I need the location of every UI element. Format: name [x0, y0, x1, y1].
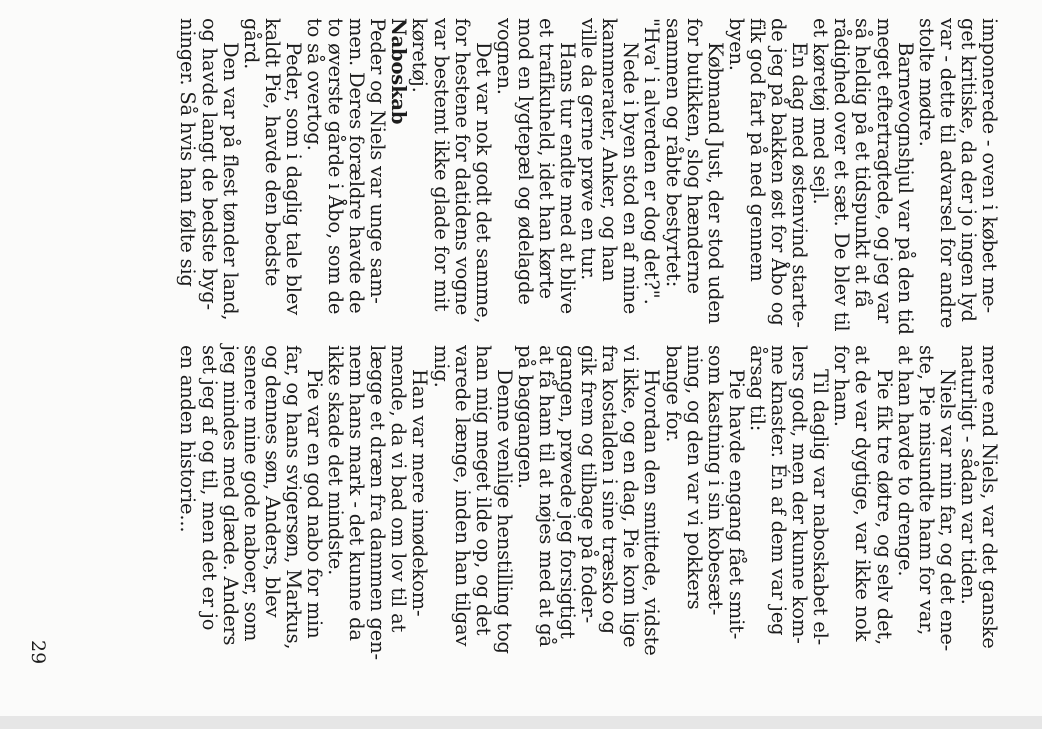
- text-line: gård.: [239, 18, 263, 70]
- text-line: Niels var min far, og det ene-: [935, 345, 959, 652]
- text-line: et køretøj med sejl.: [809, 18, 833, 205]
- text-line: ning, og den var vi pokkers: [682, 345, 706, 610]
- text-line: jeg mindes med glæde. Anders: [218, 345, 242, 646]
- text-line: gangen, prøvede jeg forsigtigt: [556, 345, 580, 639]
- text-line: ville da gerne prøve en tur.: [577, 18, 601, 281]
- text-line: "Hva' i alverden er dog det?".: [640, 18, 664, 305]
- text-line: Til daglig var naboskabet el-: [809, 345, 833, 646]
- text-line: lægge et dræn fra dammen gen-: [366, 345, 390, 660]
- text-line: for ham.: [830, 345, 854, 427]
- text-line: lers godt, men der kunne kom-: [788, 345, 812, 644]
- page-number: 29: [27, 640, 49, 665]
- text-line: som kastning i sin kobesæt-: [703, 345, 727, 616]
- text-line: Den var på flest tønder land,: [218, 18, 242, 321]
- text-line: Peder og Niels var unge sam-: [366, 18, 390, 304]
- text-line: Barnevognshjul var på den tid: [893, 18, 917, 335]
- text-line: et trafikuheld, idet han kørte: [535, 18, 559, 299]
- text-line: mere end Niels, var det ganske: [978, 345, 1001, 649]
- text-line: Pie var en god nabo for min: [303, 345, 326, 639]
- text-line: han mig meget ilde op, og det: [471, 345, 495, 636]
- text-line: gik frem og tilbage på foder-: [577, 345, 601, 623]
- text-line: to øverste gårde i Åbo, som de: [324, 18, 348, 315]
- text-column-right: [177, 345, 1000, 663]
- text-line: byen.: [724, 18, 748, 71]
- text-line: mende, da vi bad om lov til at: [387, 345, 411, 633]
- text-line: ninger. Så hvis han følte sig: [176, 18, 200, 287]
- text-line: på baggangen.: [513, 345, 537, 489]
- section-heading: Naboskab: [387, 18, 411, 125]
- text-line: så heldig på et tidspunkt at få: [851, 18, 875, 308]
- text-line: rådighed over et sæt. De blev til: [830, 18, 854, 332]
- text-line: senere mine gode naboer, som: [239, 345, 263, 642]
- text-line: me knaster. Én af dem var jeg: [767, 345, 791, 636]
- text-line: og dennes søn, Anders, blev: [260, 345, 284, 618]
- text-line: Hvordan den smittede, vidste: [640, 345, 664, 656]
- text-line: Købmand Just, der stod uden: [703, 18, 727, 324]
- text-line: fra kostalden i sine træsko og: [598, 345, 622, 634]
- column-left-paragraphs: [408, 18, 1001, 335]
- text-line: kaldt Pie, havde den bedste: [260, 18, 284, 287]
- text-line: vognen.: [492, 18, 516, 95]
- text-line: de jeg på bakken øst for Åbo og: [767, 18, 791, 326]
- text-line: Nede i byen stod en af mine: [619, 18, 643, 315]
- text-line: Peder, som i daglig tale blev: [281, 18, 305, 315]
- text-line: Han var mere imødekom-: [408, 345, 432, 617]
- text-line: Pie fik tre døtre, og selv det,: [872, 345, 896, 646]
- column-left-section-body: [177, 18, 388, 320]
- text-line: var bestemt ikke glade for mit: [429, 18, 453, 312]
- text-line: mig.: [429, 345, 453, 388]
- text-line: Det var nok godt det samme,: [471, 18, 495, 324]
- text-line: var - dette til advarsel for andre: [935, 18, 959, 329]
- text-line: årsag til:: [745, 345, 769, 432]
- text-line: at han havde to drenge.: [893, 345, 917, 577]
- text-line: set jeg af og til, men det er jo: [197, 345, 221, 631]
- text-line: køretøj.: [408, 18, 432, 93]
- text-line: varede længe, inden han tilgav: [450, 345, 474, 647]
- text-line: nem hans mark - det kunne da: [345, 345, 369, 641]
- text-column-left: [176, 18, 1001, 335]
- text-line: naturligt - sådan var tiden.: [956, 345, 980, 605]
- text-line: at få ham til at nøjes med at gå: [535, 345, 559, 647]
- text-line: get kritiske, da der jo ingen lyd: [956, 18, 980, 322]
- text-line: Denne venlige henstilling tog: [492, 345, 516, 654]
- text-line: ikke skade det mindste.: [324, 345, 348, 576]
- text-line: at de var dygtige, var ikke nok: [851, 345, 875, 642]
- text-line: En dag med østenvind starte-: [788, 18, 812, 328]
- text-line: kammerater, Anker, og han: [598, 18, 622, 282]
- text-line: Hans tur endte med at blive: [556, 18, 580, 314]
- text-line: men. Deres forældre havde de: [345, 18, 369, 314]
- text-line: mod en lygtepæl og ødelagde: [513, 18, 537, 305]
- text-line: imponerede - oven i købet me-: [978, 18, 1001, 313]
- text-line: Pie havde engang fået smit-: [724, 345, 748, 640]
- text-line: sammen og råbte bestyrtet:: [661, 18, 685, 288]
- text-line: en anden historie...: [176, 345, 200, 533]
- text-line: for hestene for datidens vogne: [450, 18, 474, 316]
- text-line: ste, Pie misundte ham for var,: [914, 345, 938, 636]
- text-line: far, og hans svigersøn, Markus,: [281, 345, 305, 650]
- text-line: fik god fart på ned gennem: [745, 18, 769, 282]
- text-line: for butikken, slog hænderne: [682, 18, 706, 294]
- text-line: og havde langt de bedste byg-: [197, 18, 221, 310]
- text-line: stolte mødre.: [914, 18, 938, 147]
- text-line: meget eftertragtede, og jeg var: [872, 18, 896, 324]
- text-line: vi ikke, og en dag, Pie kom lige: [619, 345, 643, 648]
- text-line: to så overtog.: [303, 18, 326, 151]
- text-line: bange for.: [661, 345, 685, 443]
- viewer-bottom-strip: [0, 716, 1042, 729]
